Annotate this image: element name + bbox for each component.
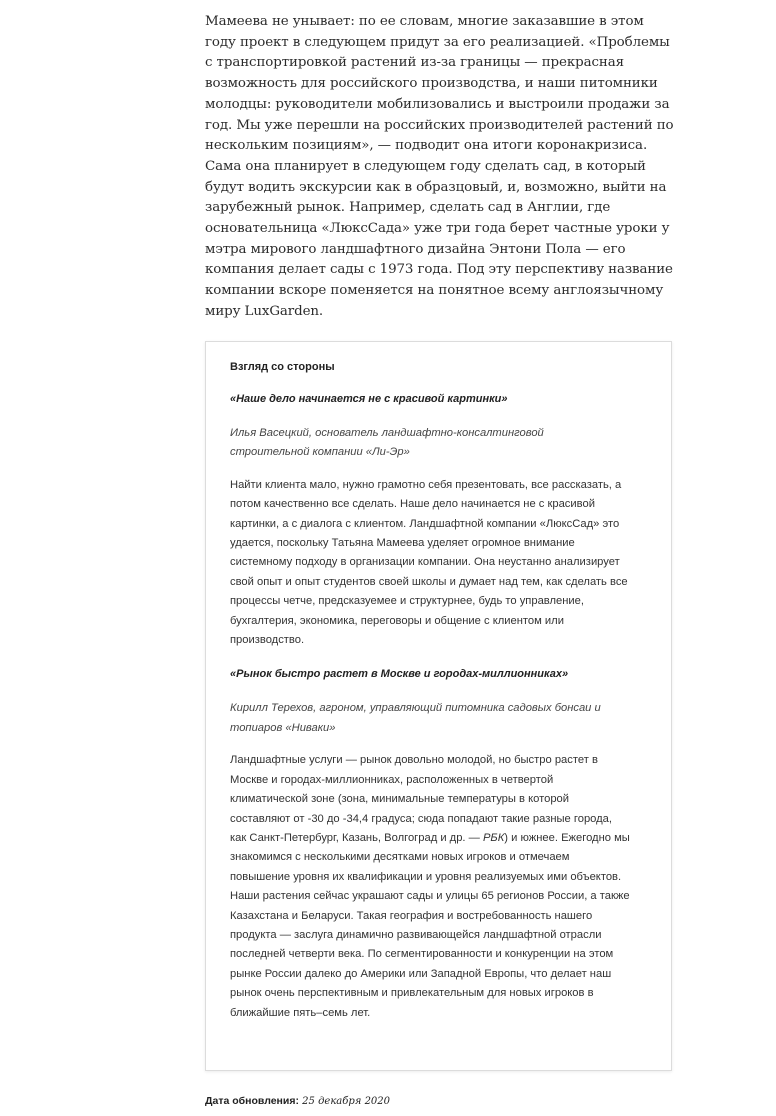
lead-paragraph: Мамеева не унывает: по ее словам, многие заказавшие в этом году проект в следующем придут за его реализацией. «Проблемы с транспортировкой растений из-за границы — прекрасная возможность для российского производства, и наши питомники молодцы: руководители мобилизовались и выстроили продажи за год. Мы уже перешли на российских производителей растений по нескольким позициям», — подводит она итоги коронакризиса. Сама она планирует в следующем году сделать сад, в который будут водить экскурсии как в образцовый, и, возможно, выйти на зарубежный рынок. Например, сделать сад в Англии, где основательница «ЛюксСада» уже три года берет частные уроки у мэтра мирового ландшафтного дизайна Энтони Пола — его компания делает сады с 1973 года. Под эту перспективу название компании вскоре поменяется на понятное всему англоязычному миру LuxGarden. — [205, 14, 674, 319]
quote-body-text: ) и южнее. Ежегодно мы знакомимся с несколькими десятками новых игроков и отмечаем повышение уровня их квалификации и уровня реализуемых ими объектов. Наши растения сейчас украшают сады и улицы 65 регионов России, а также Казахстана и Беларуси. Такая география и востребованность нашего продукта — заслуга динамично развивающейся ландшафтной отрасли последней четверти века. По сегментированности и конкуренции на этом рынке России далеко до Америки или Западной Европы, что делает наш рынок очень перспективным и привлекательным для новых игроков в ближайшие пять–семь лет. — [230, 831, 630, 1019]
quote-title: «Наше дело начинается не с красивой картинки» — [230, 393, 508, 405]
outside-view-box — [205, 341, 672, 1071]
box-heading: Взгляд со стороны — [230, 361, 335, 373]
quote-body-text: Ландшафтные услуги — рынок довольно молодой, но быстро растет в Москве и городах-миллионниках, расположенных в четвертой климатической зоне (зона, минимальные температуры в которой составляют от -30 до -34,4 градуса; сюда попадают такие разные города, как Санкт-Петербург, Казань, Волгоград и др. — — [230, 754, 612, 844]
update-date-line — [205, 1093, 390, 1110]
update-date-value: 25 декабря 2020 — [302, 1096, 391, 1107]
update-date-label: Дата обновления: — [205, 1095, 299, 1107]
quote-author: Илья Васецкий, основатель ландшафтно-консалтинговой строительной компании «Ли-Эр» — [230, 427, 544, 459]
quote-body — [230, 751, 630, 1023]
quote-title: «Рынок быстро растет в Москве и городах-миллионниках» — [230, 668, 569, 681]
quote-body: Найти клиента мало, нужно грамотно себя презентовать, все рассказать, а потом качественно все сделать. Наше дело начинается не с красивой картинки, а с диалога с клиентом. Ландшафтной компании «ЛюксСад» это удается, поскольку Татьяна Мамеева уделяет огромное внимание системному подходу в организации компании. Она неустанно анализирует свой опыт и опыт студентов своей школы и думает над тем, как сделать все процессы четче, предсказуемее и структурнее, будь то управление, бухгалтерия, экономика, переговоры и общение с клиентом или производство. — [230, 478, 628, 647]
article-body — [205, 12, 675, 323]
source-name: РБК — [482, 831, 505, 844]
quote-author: Кирилл Терехов, агроном, управляющий питомника садовых бонсаи и топиаров «Ниваки» — [230, 702, 601, 734]
